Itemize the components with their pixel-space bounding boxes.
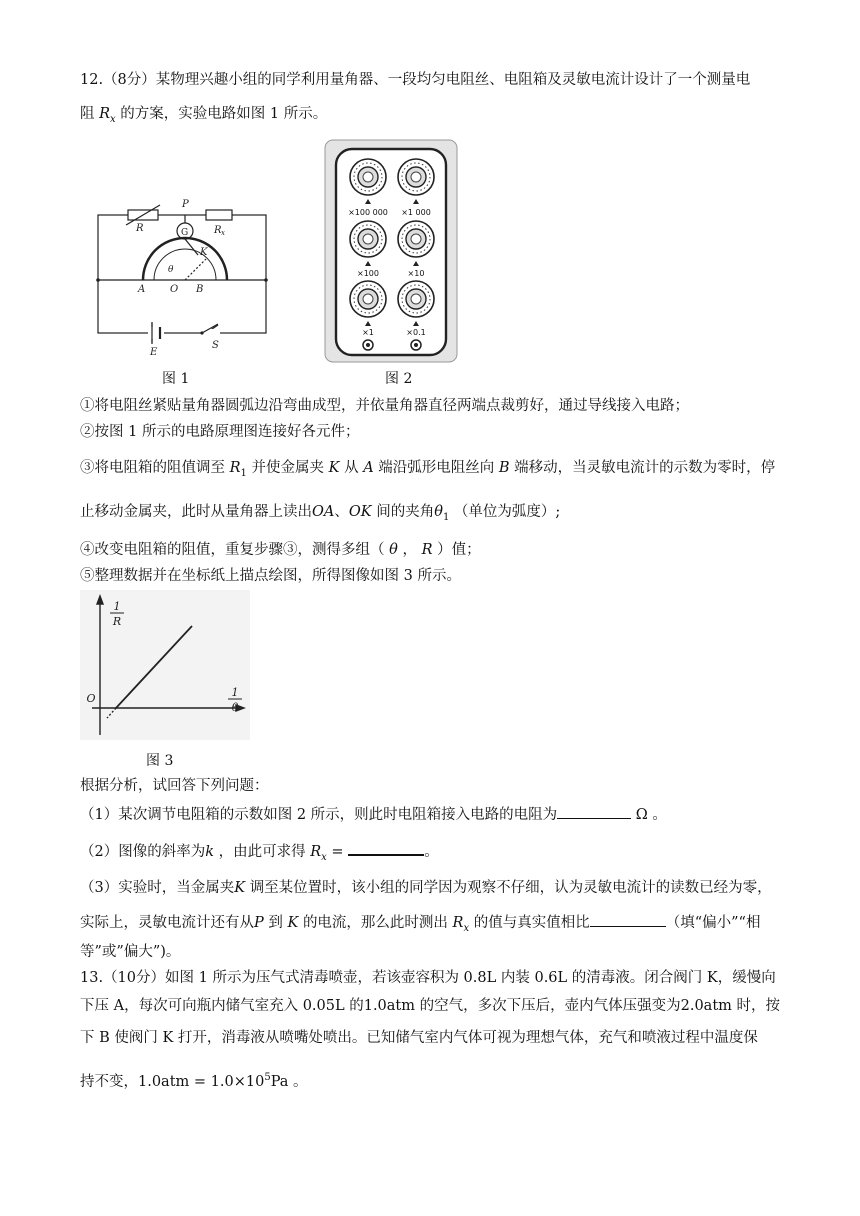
step-1: ①将电阻丝紧贴量角器圆弧边沿弯曲成型，并依量角器直径两端点裁剪好，通过导线接入电路； xyxy=(80,398,689,414)
figure-3-graph xyxy=(80,590,250,740)
q12-line-2: 阻 $R_x$ 的方案，实验电路如图 1 所示。 xyxy=(80,106,328,125)
question-3-line-2: 实际上，灵敏电流计还有从P 到 K 的电流，那么此时测出 $R_x$ 的值与真实值相比 （填“偏小”“相 xyxy=(80,912,760,939)
q13-line-2: 下压 A，每次可向瓶内储气室充入 0.05L 的1.0atm 的空气，多次下压后，壶内气体压强变为2.0atm 时，按 xyxy=(80,998,780,1014)
multiplier-label-6: ×0.1 xyxy=(406,328,426,337)
step-3-line-2: 止移动金属夹，此时从量角器上读出OA、OK 间的夹角$\theta_1$ （单位为弧度）; xyxy=(80,504,561,523)
figure-1-caption: 图 1 xyxy=(162,371,190,387)
answer-blank-3 xyxy=(590,912,666,927)
y-axis-denominator: R xyxy=(112,615,122,628)
label-g: G xyxy=(181,228,189,238)
step-2: ②按图 1 所示的电路原理图连接好各元件； xyxy=(80,424,360,440)
label-a: A xyxy=(138,284,146,295)
figure-3-caption: 图 3 xyxy=(146,753,174,769)
figure-2-caption: 图 2 xyxy=(385,371,413,387)
figure-1-circuit xyxy=(88,195,283,360)
step-5: ⑤整理数据并在坐标纸上描点绘图，所得图像如图 3 所示。 xyxy=(80,568,461,584)
questions-intro: 根据分析，试回答下列问题： xyxy=(80,778,269,794)
multiplier-label-5: ×1 xyxy=(362,328,374,337)
label-e: E xyxy=(150,347,158,358)
multiplier-label-3: ×100 xyxy=(357,269,379,278)
label-rx: R xyxy=(214,225,222,236)
label-r: R xyxy=(136,223,144,234)
origin-label: O xyxy=(86,692,96,705)
answer-blank-1 xyxy=(557,804,631,819)
x-axis-denominator: θ xyxy=(231,701,239,714)
galvanometer-lead xyxy=(185,239,198,255)
multiplier-label-1: ×100 000 xyxy=(348,208,388,217)
multiplier-label-2: ×1 000 xyxy=(401,208,431,217)
multiplier-label-4: ×10 xyxy=(407,269,425,278)
y-axis-numerator: 1 xyxy=(113,600,121,613)
x-axis-numerator: 1 xyxy=(231,686,239,699)
label-b: B xyxy=(196,284,204,295)
label-o: O xyxy=(170,284,179,295)
q13-line-3: 下 B 使阀门 K 打开，消毒液从喷嘴处喷出。已知储气室内气体可视为理想气体，充气和喷液过程中温度保 xyxy=(80,1030,758,1046)
label-p: P xyxy=(182,199,189,210)
step-3-line-1: ③将电阻箱的阻值调至 $R_1$ 并使金属夹 K 从 A 端沿弧形电阻丝向 B 端移动，当灵敏电流计的示数为零时，停 xyxy=(80,460,776,479)
question-3-line-3: 等”或”偏大”)。 xyxy=(80,944,181,960)
svg-text:x: x xyxy=(221,229,225,237)
answer-blank-2 xyxy=(348,840,424,856)
question-1: （1）某次调节电阻箱的示数如图 2 所示，则此时电阻箱接入电路的电阻为 Ω 。 xyxy=(80,804,667,825)
step-4: ④改变电阻箱的阻值，重复步骤③，测得多组（ θ ， R ）值； xyxy=(80,542,481,558)
q12-line-1: 12.（8分）某物理兴趣小组的同学利用量角器、一段均匀电阻丝、电阻箱及灵敏电流计设计了一个测量电 xyxy=(80,72,751,88)
arc-resistance-wire xyxy=(143,238,227,280)
label-s: S xyxy=(212,340,219,351)
q13-line-1: 13.（10分）如图 1 所示为压气式清毒喷壶，若该壶容积为 0.8L 内装 0.6L 的清毒液。闭合阀门 K，缓慢向 xyxy=(80,970,776,986)
label-theta: θ xyxy=(168,265,174,275)
question-3-line-1: （3）实验时，当金属夹K 调至某位置时，该小组的同学因为观察不仔细，认为灵敏电流计的读数已经为零， xyxy=(80,880,772,896)
resistor-rx xyxy=(206,210,232,220)
label-k: K xyxy=(200,247,208,258)
q13-line-4: 持不变，$1.0atm = 1.0\times 10^5Pa$ 。 xyxy=(80,1072,308,1090)
figure-2-resistance-box xyxy=(324,139,458,363)
question-2: （2）图像的斜率为k ，由此可求得 $R_x$ = 。 xyxy=(80,840,439,868)
